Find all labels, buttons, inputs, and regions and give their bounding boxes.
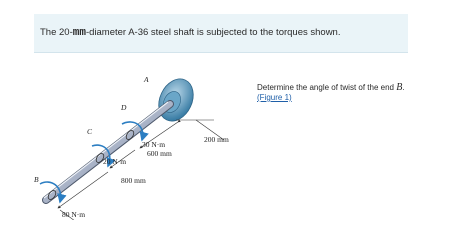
label-D: D [121, 103, 127, 112]
figure-1-link[interactable]: (Figure 1) [257, 93, 292, 102]
torque-label-20: 20 N·m [103, 157, 127, 166]
dim-label-600mm: 600 mm [147, 149, 172, 158]
question-text [257, 82, 405, 93]
shaft-figure [0, 60, 250, 220]
dim-label-800mm: 800 mm [121, 176, 146, 185]
fixed-support-A [152, 73, 200, 126]
statement-unit: mm [72, 27, 86, 39]
label-C: C [87, 127, 93, 136]
torque-label-80: 80 N·m [62, 210, 86, 219]
label-A: A [144, 75, 149, 84]
problem-statement [40, 27, 340, 39]
question-prefix: Determine the angle of twist of the end [257, 83, 397, 92]
problem-statement-banner [34, 14, 408, 53]
statement-prefix: The 20- [40, 27, 73, 38]
torque-label-30: 30 N·m [142, 140, 166, 149]
question-period: . [402, 83, 405, 92]
question-variable: B [396, 82, 403, 93]
dim-label-200mm: 200 mm [204, 135, 229, 144]
label-B: B [34, 175, 39, 184]
statement-suffix: -diameter A-36 steel shaft is subjected to the torques shown. [85, 27, 341, 38]
